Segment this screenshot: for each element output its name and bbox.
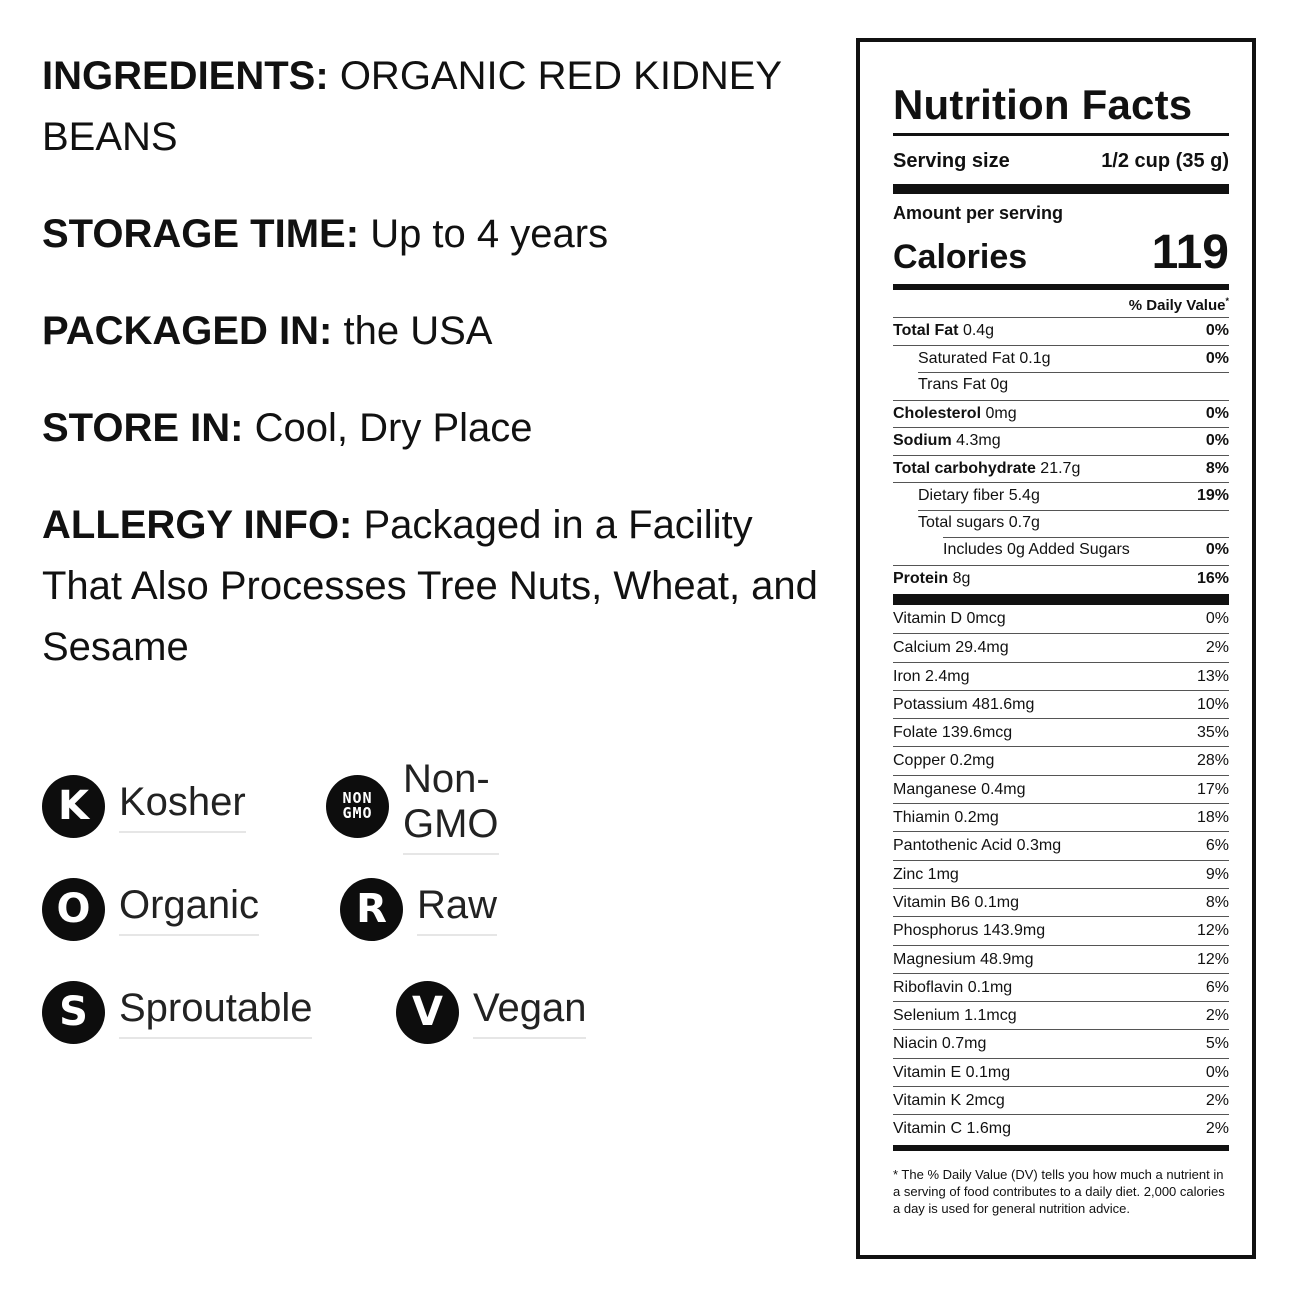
divider-thick xyxy=(893,594,1229,605)
vitamin-row xyxy=(893,718,1229,746)
badge-label: Sproutable xyxy=(119,986,312,1039)
nutrient-name xyxy=(893,401,1017,428)
serving-size-label: Serving size xyxy=(893,150,1010,172)
vitamin-name: Folate 139.6mcg xyxy=(893,724,1013,742)
allergy-info-text: Packaged in a Facility That Also Processes Tree Nuts, Wheat, and Sesame xyxy=(42,503,818,669)
nutrient-label: Sodium xyxy=(893,432,952,449)
nutrition-facts-title: Nutrition Facts xyxy=(893,81,1193,128)
vitamin-name: Potassium 481.6mg xyxy=(893,695,1035,713)
vitamin-daily-value: 6% xyxy=(1205,837,1229,855)
vitamin-daily-value: 0% xyxy=(1205,1063,1229,1081)
nutrient-rows xyxy=(893,317,1229,592)
calories-row xyxy=(893,226,1229,280)
vitamin-daily-value: 0% xyxy=(1205,610,1229,627)
vitamin-row xyxy=(893,1029,1229,1057)
kosher-icon: K xyxy=(42,775,105,838)
vitamin-row xyxy=(893,662,1229,690)
nutrient-daily-value: 16% xyxy=(1196,569,1229,587)
vitamin-mineral-rows xyxy=(893,605,1229,1143)
nutrient-row xyxy=(893,400,1229,428)
badge-raw xyxy=(340,877,497,941)
vitamin-daily-value: 2% xyxy=(1205,1092,1229,1110)
vitamin-daily-value: 10% xyxy=(1196,695,1229,713)
nutrient-amount: 0mg xyxy=(985,404,1017,422)
vitamin-daily-value: 13% xyxy=(1196,667,1229,685)
nutrient-daily-value: 8% xyxy=(1205,459,1229,477)
vitamin-name: Vitamin E 0.1mg xyxy=(893,1063,1011,1081)
nutrient-daily-value: 0% xyxy=(1205,322,1229,339)
allergy-info-line xyxy=(42,495,832,678)
nutrition-facts-panel xyxy=(856,38,1256,1259)
nutrient-name xyxy=(893,566,970,593)
vitamin-name: Calcium 29.4mg xyxy=(893,639,1009,657)
vitamin-row xyxy=(893,746,1229,774)
vitamin-daily-value: 8% xyxy=(1205,893,1229,911)
vitamin-name: Thiamin 0.2mg xyxy=(893,809,999,827)
vitamin-name: Vitamin C 1.6mg xyxy=(893,1120,1011,1138)
nutrient-row xyxy=(893,455,1229,483)
nutrient-amount: 0g xyxy=(990,376,1009,393)
vitamin-name: Selenium 1.1mcg xyxy=(893,1007,1017,1025)
ingredients-line xyxy=(42,46,832,168)
vitamin-daily-value: 35% xyxy=(1196,724,1229,742)
nutrient-name xyxy=(893,372,1008,400)
serving-size-row xyxy=(893,146,1229,176)
nutrient-daily-value: 0% xyxy=(1205,349,1229,367)
daily-value-header-text: % Daily Value xyxy=(1128,297,1226,314)
nutrient-label: Cholesterol xyxy=(893,404,982,422)
vitamin-daily-value: 6% xyxy=(1205,978,1229,996)
nutrient-label: Includes 0g Added Sugars xyxy=(943,541,1130,558)
nutrient-daily-value: 19% xyxy=(1196,487,1229,504)
vitamin-name: Phosphorus 143.9mg xyxy=(893,922,1046,940)
vitamin-daily-value: 2% xyxy=(1205,1007,1229,1025)
nutrient-label: Total Fat xyxy=(893,322,959,339)
badge-non-gmo xyxy=(326,757,499,846)
vitamin-row xyxy=(893,831,1229,859)
nutrient-row xyxy=(893,482,1229,510)
vitamin-row xyxy=(893,1086,1229,1114)
ingredients-text: ORGANIC RED KIDNEY BEANS xyxy=(42,54,782,159)
nutrient-row xyxy=(893,372,1229,400)
vitamin-row xyxy=(893,605,1229,633)
calories-value: 119 xyxy=(1151,226,1229,279)
nutrient-row xyxy=(893,317,1229,345)
nutrient-amount: 0.1g xyxy=(1019,349,1051,367)
vitamin-name: Vitamin K 2mcg xyxy=(893,1092,1005,1110)
vitamin-name: Magnesium 48.9mg xyxy=(893,950,1034,968)
serving-size-value: 1/2 cup (35 g) xyxy=(1101,150,1229,172)
vitamin-row xyxy=(893,945,1229,973)
vitamin-daily-value: 12% xyxy=(1196,950,1229,968)
storage-time-text: Up to 4 years xyxy=(370,212,609,256)
vitamin-name: Niacin 0.7mg xyxy=(893,1035,987,1053)
storage-time-line xyxy=(42,204,832,265)
nutrient-name xyxy=(893,346,1051,373)
vitamin-daily-value: 17% xyxy=(1196,780,1229,798)
nutrient-amount: 21.7g xyxy=(1040,459,1081,477)
badge-label: Non-GMO xyxy=(403,757,499,855)
nutrient-row xyxy=(893,427,1229,455)
vitamin-row xyxy=(893,973,1229,1001)
vitamin-name: Manganese 0.4mg xyxy=(893,780,1026,798)
vitamin-daily-value: 12% xyxy=(1196,922,1229,940)
vitamin-name: Vitamin B6 0.1mg xyxy=(893,893,1019,911)
vitamin-name: Vitamin D 0mcg xyxy=(893,610,1006,627)
vitamin-daily-value: 5% xyxy=(1205,1035,1229,1053)
nutrient-name xyxy=(893,537,1130,565)
nutrient-row xyxy=(893,565,1229,593)
organic-icon: O xyxy=(42,878,105,941)
vitamin-row xyxy=(893,690,1229,718)
divider-thick xyxy=(893,184,1229,194)
vitamin-row xyxy=(893,803,1229,831)
badge-kosher xyxy=(42,774,246,838)
packaged-in-text: the USA xyxy=(343,309,493,353)
vitamin-daily-value: 9% xyxy=(1205,865,1229,883)
daily-value-footnote: * The % Daily Value (DV) tells you how much a nutrient in a serving of food contributes to a daily diet. 2,000 calories a day is used for general nutrition advice. xyxy=(893,1166,1225,1216)
store-in-line xyxy=(42,398,832,459)
ingredients-label: INGREDIENTS: xyxy=(42,54,329,98)
daily-value-asterisk: * xyxy=(1225,296,1229,306)
nutrient-name xyxy=(893,510,1040,538)
non-gmo-icon-line1: NON xyxy=(342,789,373,807)
nutrient-daily-value: 0% xyxy=(1205,432,1229,449)
vitamin-name: Riboflavin 0.1mg xyxy=(893,978,1013,996)
nutrient-amount: 4.3mg xyxy=(956,432,1001,449)
store-in-label: STORE IN: xyxy=(42,406,244,450)
non-gmo-icon xyxy=(326,775,389,838)
vitamin-row xyxy=(893,1001,1229,1029)
storage-time-label: STORAGE TIME: xyxy=(42,212,360,256)
vitamin-name: Pantothenic Acid 0.3mg xyxy=(893,837,1062,855)
vitamin-row xyxy=(893,888,1229,916)
nutrient-amount: 0.4g xyxy=(962,322,995,339)
nutrient-row xyxy=(893,537,1229,565)
non-gmo-icon-line2: GMO xyxy=(342,804,373,822)
packaged-in-label: PACKAGED IN: xyxy=(42,309,333,353)
badge-label: Raw xyxy=(417,883,497,936)
amount-per-serving: Amount per serving xyxy=(893,203,1064,223)
nutrient-label: Dietary fiber xyxy=(918,487,1005,504)
nutrient-name xyxy=(893,456,1080,483)
calories-label: Calories xyxy=(893,238,1028,276)
vitamin-name: Zinc 1mg xyxy=(893,865,959,883)
nutrient-daily-value: 0% xyxy=(1205,404,1229,422)
vitamin-name: Iron 2.4mg xyxy=(893,667,970,685)
product-info xyxy=(42,46,832,678)
nutrient-label: Total carbohydrate xyxy=(893,459,1036,477)
vitamin-row xyxy=(893,633,1229,661)
store-in-text: Cool, Dry Place xyxy=(254,406,533,450)
sproutable-icon: S xyxy=(42,981,105,1044)
vitamin-row xyxy=(893,1058,1229,1086)
divider xyxy=(893,133,1229,136)
badge-sproutable xyxy=(42,980,312,1044)
raw-icon: R xyxy=(340,878,403,941)
vegan-icon: V xyxy=(396,981,459,1044)
allergy-info-label: ALLERGY INFO: xyxy=(42,503,353,547)
badge-vegan xyxy=(396,980,586,1044)
nutrition-facts-content xyxy=(893,42,1229,1217)
nutrient-label: Protein xyxy=(893,569,949,587)
vitamin-daily-value: 28% xyxy=(1196,752,1229,770)
divider-medium xyxy=(893,1145,1229,1151)
vitamin-daily-value: 18% xyxy=(1196,809,1229,827)
nutrient-row xyxy=(893,510,1229,538)
vitamin-row xyxy=(893,775,1229,803)
badge-label: Kosher xyxy=(119,780,246,833)
nutrient-amount: 8g xyxy=(952,569,971,587)
vitamin-name: Copper 0.2mg xyxy=(893,752,995,770)
nutrient-daily-value: 0% xyxy=(1205,541,1229,558)
badge-label: Vegan xyxy=(473,986,586,1039)
nutrient-label: Trans Fat xyxy=(918,376,986,393)
vitamin-row xyxy=(893,1114,1229,1142)
vitamin-row xyxy=(893,916,1229,944)
badge-organic xyxy=(42,877,259,941)
nutrient-label: Saturated Fat xyxy=(918,349,1015,367)
nutrient-amount: 5.4g xyxy=(1008,487,1040,504)
vitamin-daily-value: 2% xyxy=(1205,639,1229,657)
nutrient-name xyxy=(893,483,1040,510)
badge-label: Organic xyxy=(119,883,259,936)
nutrient-name xyxy=(893,428,1001,455)
vitamin-row xyxy=(893,860,1229,888)
nutrient-row xyxy=(893,345,1229,373)
vitamin-daily-value: 2% xyxy=(1205,1120,1229,1138)
nutrient-name xyxy=(893,318,994,345)
packaged-in-line xyxy=(42,301,832,362)
daily-value-header xyxy=(893,290,1229,317)
nutrient-label: Total sugars xyxy=(918,513,1005,531)
nutrient-amount: 0.7g xyxy=(1008,513,1040,531)
